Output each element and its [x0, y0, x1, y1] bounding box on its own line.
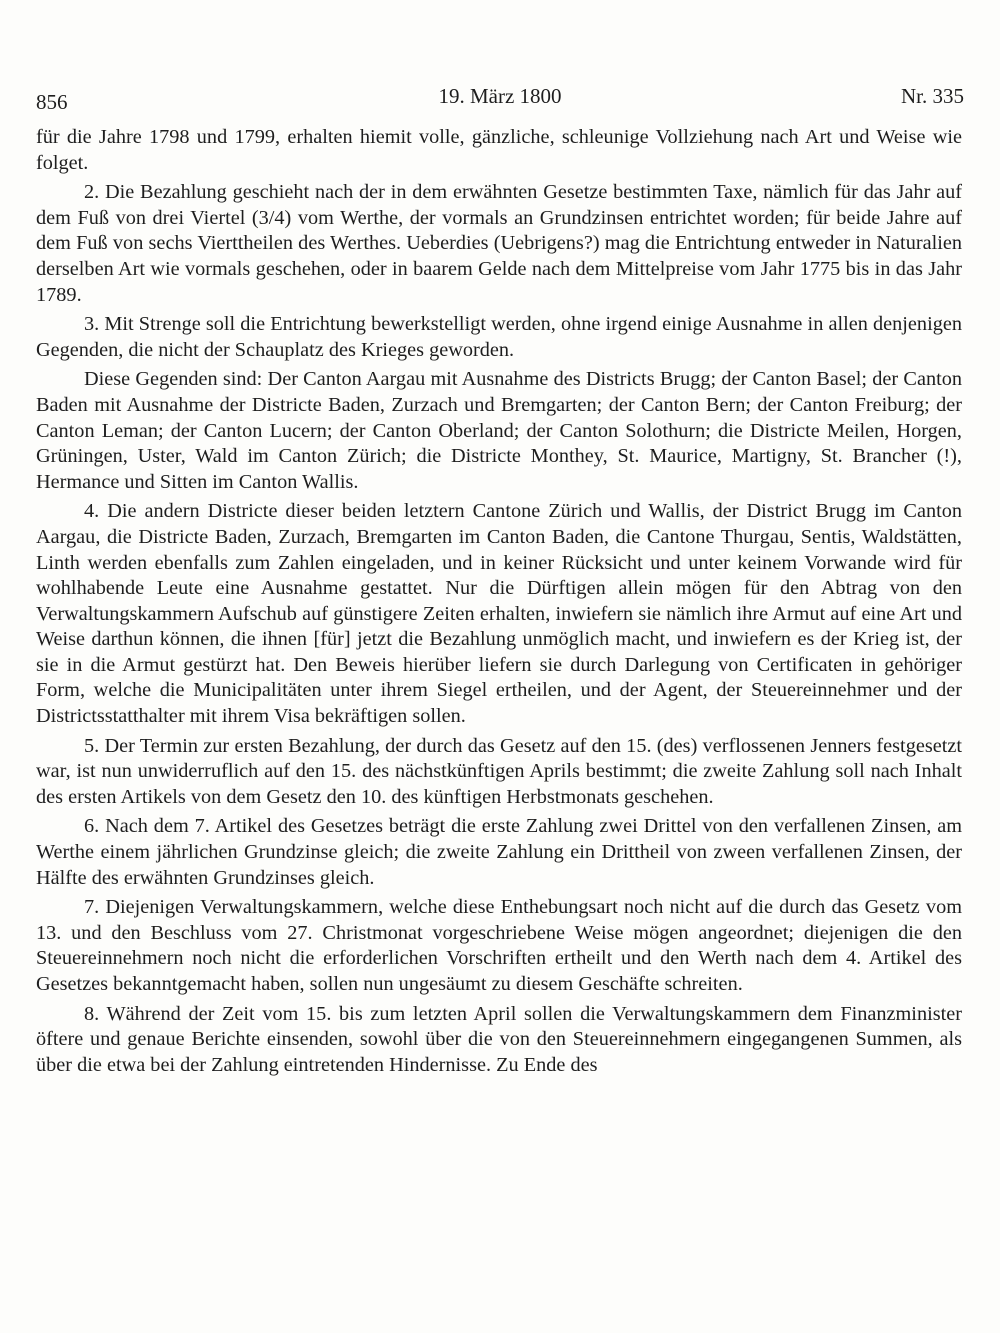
paragraph-article-4: 4. Die andern Districte dieser beiden letztern Cantone Zürich und Wallis, der District Brugg im Canton Aargau, die Districte Baden, Zurzach, Bremgarten im Canton Baden, die Cantone Thurgau, Sentis, Waldstätten, Linth werden ebenfalls zum Zahlen eingeladen, und in keiner Rücksicht und unter keinem Vorwande wird für wohlhabende Leute eine Ausnahme gestattet. Nur die Dürftigen allein mögen für den Abtrag von den Verwaltungskammern Aufschub auf günstigere Zeiten erhalten, inwiefern sie nämlich ihre Armut auf eine Art und Weise darthun können, die ihnen [für] jetzt die Bezahlung unmöglich macht, und inwiefern es der Krieg ist, der sie in die Armut gestürzt hat. Den Beweis hierüber liefern sie durch Darlegung von Certificaten in gehöriger Form, welche die Municipalitäten unter ihrem Siegel ertheilen, und der Agent, der Steuereinnehmer und der Districtsstatthalter mit ihrem Visa bekräftigen sollen.	[36, 500, 962, 728]
document-number: Nr. 335	[901, 84, 964, 108]
body-text	[36, 125, 962, 1082]
header-date: 19. März 1800	[438, 84, 562, 108]
paragraph-article-5: 5. Der Termin zur ersten Bezahlung, der durch das Gesetz auf den 15. (des) verflossenen Jenners festgesetzt war, ist nun unwiderruflich auf den 15. des nächstkünftigen Aprils bestimmt; die zweite Zahlung soll nach Inhalt des ersten Artikels von dem Gesetz den 10. des künftigen Herbstmonats geschehen.	[36, 734, 962, 808]
paragraph-continuation: für die Jahre 1798 und 1799, erhalten hiemit volle, gänzliche, schleunige Vollziehung nach Art und Weise wie folget.	[36, 126, 962, 174]
paragraph-article-2: 2. Die Bezahlung geschieht nach der in dem erwähnten Gesetze bestimmten Taxe, nämlich für das Jahr auf dem Fuß von drei Viertel (3/4) vom Werthe, der vormals an Grundzinsen entrichtet worden; für beide Jahre auf dem Fuß von sechs Vierttheilen des Werthes. Ueberdies (Uebrigens?) mag die Entrichtung entweder in Naturalien derselben Art wie vormals geschehen, oder in baarem Gelde nach dem Mittelpreise vom Jahr 1775 bis in das Jahr 1789.	[36, 181, 962, 306]
paragraph-article-8: 8. Während der Zeit vom 15. bis zum letzten April sollen die Verwaltungskammern dem Finanzminister öftere und genaue Berichte einsenden, sowohl über die von den Steuereinnehmern eingegangenen Summen, als über die etwa bei der Zahlung eintretenden Hindernisse. Zu Ende des	[36, 1002, 962, 1076]
paragraph-article-6: 6. Nach dem 7. Artikel des Gesetzes beträgt die erste Zahlung zwei Drittel von den verfallenen Zinsen, am Werthe einem jährlichen Grundzinse gleich; die zweite Zahlung ein Drittheil von zween verfallenen Zinsen, der Hälfte des erwähnten Grundzinses gleich.	[36, 815, 962, 889]
paragraph-regions-list: Diese Gegenden sind: Der Canton Aargau mit Ausnahme des Districts Brugg; der Canton Basel; der Canton Baden mit Ausnahme der Districte Baden, Zurzach und Bremgarten; der Canton Bern; der Canton Freiburg; der Canton Leman; der Canton Lucern; der Canton Oberland; der Canton Solothurn; die Districte Meilen, Horgen, Grüningen, Uster, Wald im Canton Zürich; die Districte Monthey, St. Maurice, Martigny, St. Brancher (!), Hermance und Sitten im Canton Wallis.	[36, 368, 962, 493]
page-number: 856	[36, 90, 68, 114]
page-header	[36, 84, 964, 118]
paragraph-article-7: 7. Diejenigen Verwaltungskammern, welche diese Enthebungsart noch nicht auf die durch das Gesetz vom 13. und den Beschluss vom 27. Christmonat vorgeschriebene Weise mögen angeordnet; diejenigen die den Steuereinnehmern noch nicht die erforderlichen Vorschriften ertheilt und den Werth nach dem 4. Artikel des Gesetzes bekanntgemacht haben, sollen nun ungesäumt zu diesem Geschäfte schreiten.	[36, 896, 962, 995]
paragraph-article-3: 3. Mit Strenge soll die Entrichtung bewerkstelligt werden, ohne irgend einige Ausnahme in allen denjenigen Gegenden, die nicht der Schauplatz des Krieges geworden.	[36, 313, 962, 361]
